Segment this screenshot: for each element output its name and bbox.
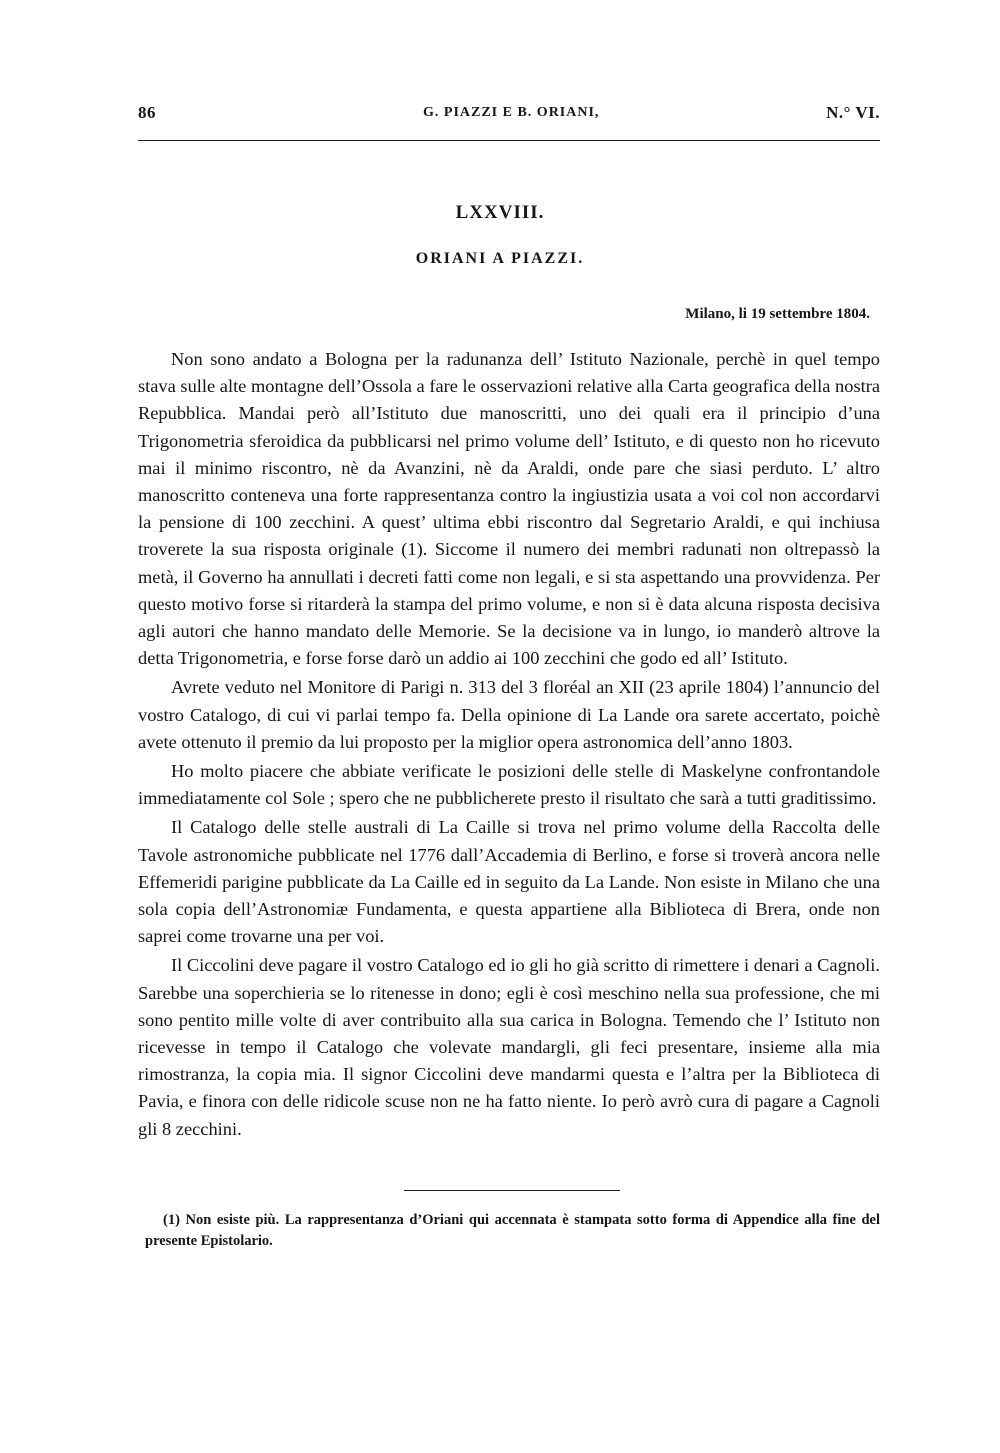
paragraph-3: Ho molto piacere che abbiate verificate le posizioni delle stelle di Maskelyne confrontandole immediatamente col Sole ; spero che ne pubblicherete presto il risultato che sarà a tutti graditissimo. [138,761,880,809]
letter-body [138,346,880,1145]
footnote-rule [404,1190,620,1191]
letter-dateline: Milano, li 19 settembre 1804. [685,306,870,322]
document-number: N.° VI. [826,103,880,122]
page-number: 86 [138,103,156,122]
footnote-text: (1) Non esiste più. La rappresentanza d’Oriani qui accennata è stampata sotto forma di Appendice alla fine del presente Epistolario. [145,1212,880,1249]
letter-number: LXXVIII. [455,202,545,223]
header-rule [138,140,880,141]
paragraph-5: Il Ciccolini deve pagare il vostro Catalogo ed io gli ho già scritto di rimettere i denari a Cagnoli. Sarebbe una soperchieria se lo ritenesse in dono; egli è così meschino nella sua professione, che mi sono pentito mille volte di aver contribuito alla sua carica in Bologna. Temendo che l’ Istituto non ricevesse in tempo il Catalogo che volevate mandargli, gli feci presentare, insieme alla mia rimostranza, la copia mia. Il signor Ciccolini deve mandarmi questa e l’altra per la Biblioteca di Pavia, e finora con delle ridicole scuse non ne ha fatto niente. Io però avrò cura di pagare a Cagnoli gli 8 zecchini. [138,955,880,1139]
running-head-authors: G. PIAZZI E B. ORIANI, [423,105,600,120]
paragraph-1: Non sono andato a Bologna per la radunanza dell’ Istituto Nazionale, perchè in quel tempo stava sulle alte montagne dell’Ossola a fare le osservazioni relative alla Carta geografica della nostra Repubblica. Mandai però all’Istituto due manoscritti, uno dei quali era il principio d’una Trigonometria sferoidica da pubblicarsi nel primo volume dell’ Istituto, e di questo non ho ricevuto mai il minimo riscontro, nè da Avanzini, nè da Araldi, onde pare che siasi perduto. L’ altro manoscritto conteneva una forte rappresentanza contro la ingiustizia usata a voi col non accordarvi la pensione di 100 zecchini. A quest’ ultima ebbi riscontro dal Segretario Araldi, e qui inchiusa troverete la sua risposta originale (1). Siccome il numero dei membri radunati non oltrepassò la metà, il Governo ha annullati i decreti fatti come non legali, e si sta aspettando una provvidenza. Per questo motivo forse si ritarderà la stampa del primo volume, e non si è data alcuna risposta decisiva agli autori che hanno mandato delle Memorie. Se la decisione va in lungo, io manderò altrove la detta Trigonometria, e forse forse darò un addio ai 100 zecchini che godo ed all’ Istituto. [138,349,880,669]
paragraph-4: Il Catalogo delle stelle australi di La Caille si trova nel primo volume della Raccolta delle Tavole astronomiche pubblicate nel 1776 dall’Accademia di Berlino, e forse si troverà ancora nelle Effemeridi parigine pubblicate da La Caille ed in seguito da La Lande. Non esiste in Milano che una sola copia dell’Astronomiæ Fundamenta, e questa appartiene alla Biblioteca di Brera, onde non saprei come trovarne una per voi. [138,817,880,947]
paragraph-2: Avrete veduto nel Monitore di Parigi n. 313 del 3 floréal an XII (23 aprile 1804) l’annuncio del vostro Catalogo, di cui vi parlai tempo fa. Della opinione di La Lande ora sarete accertato, poichè avete ottenuto il premio da lui proposto per la miglior opera astronomica dell’anno 1803. [138,677,880,752]
footnote [145,1210,880,1252]
running-head [138,103,880,129]
letter-title: ORIANI A PIAZZI. [415,250,585,267]
